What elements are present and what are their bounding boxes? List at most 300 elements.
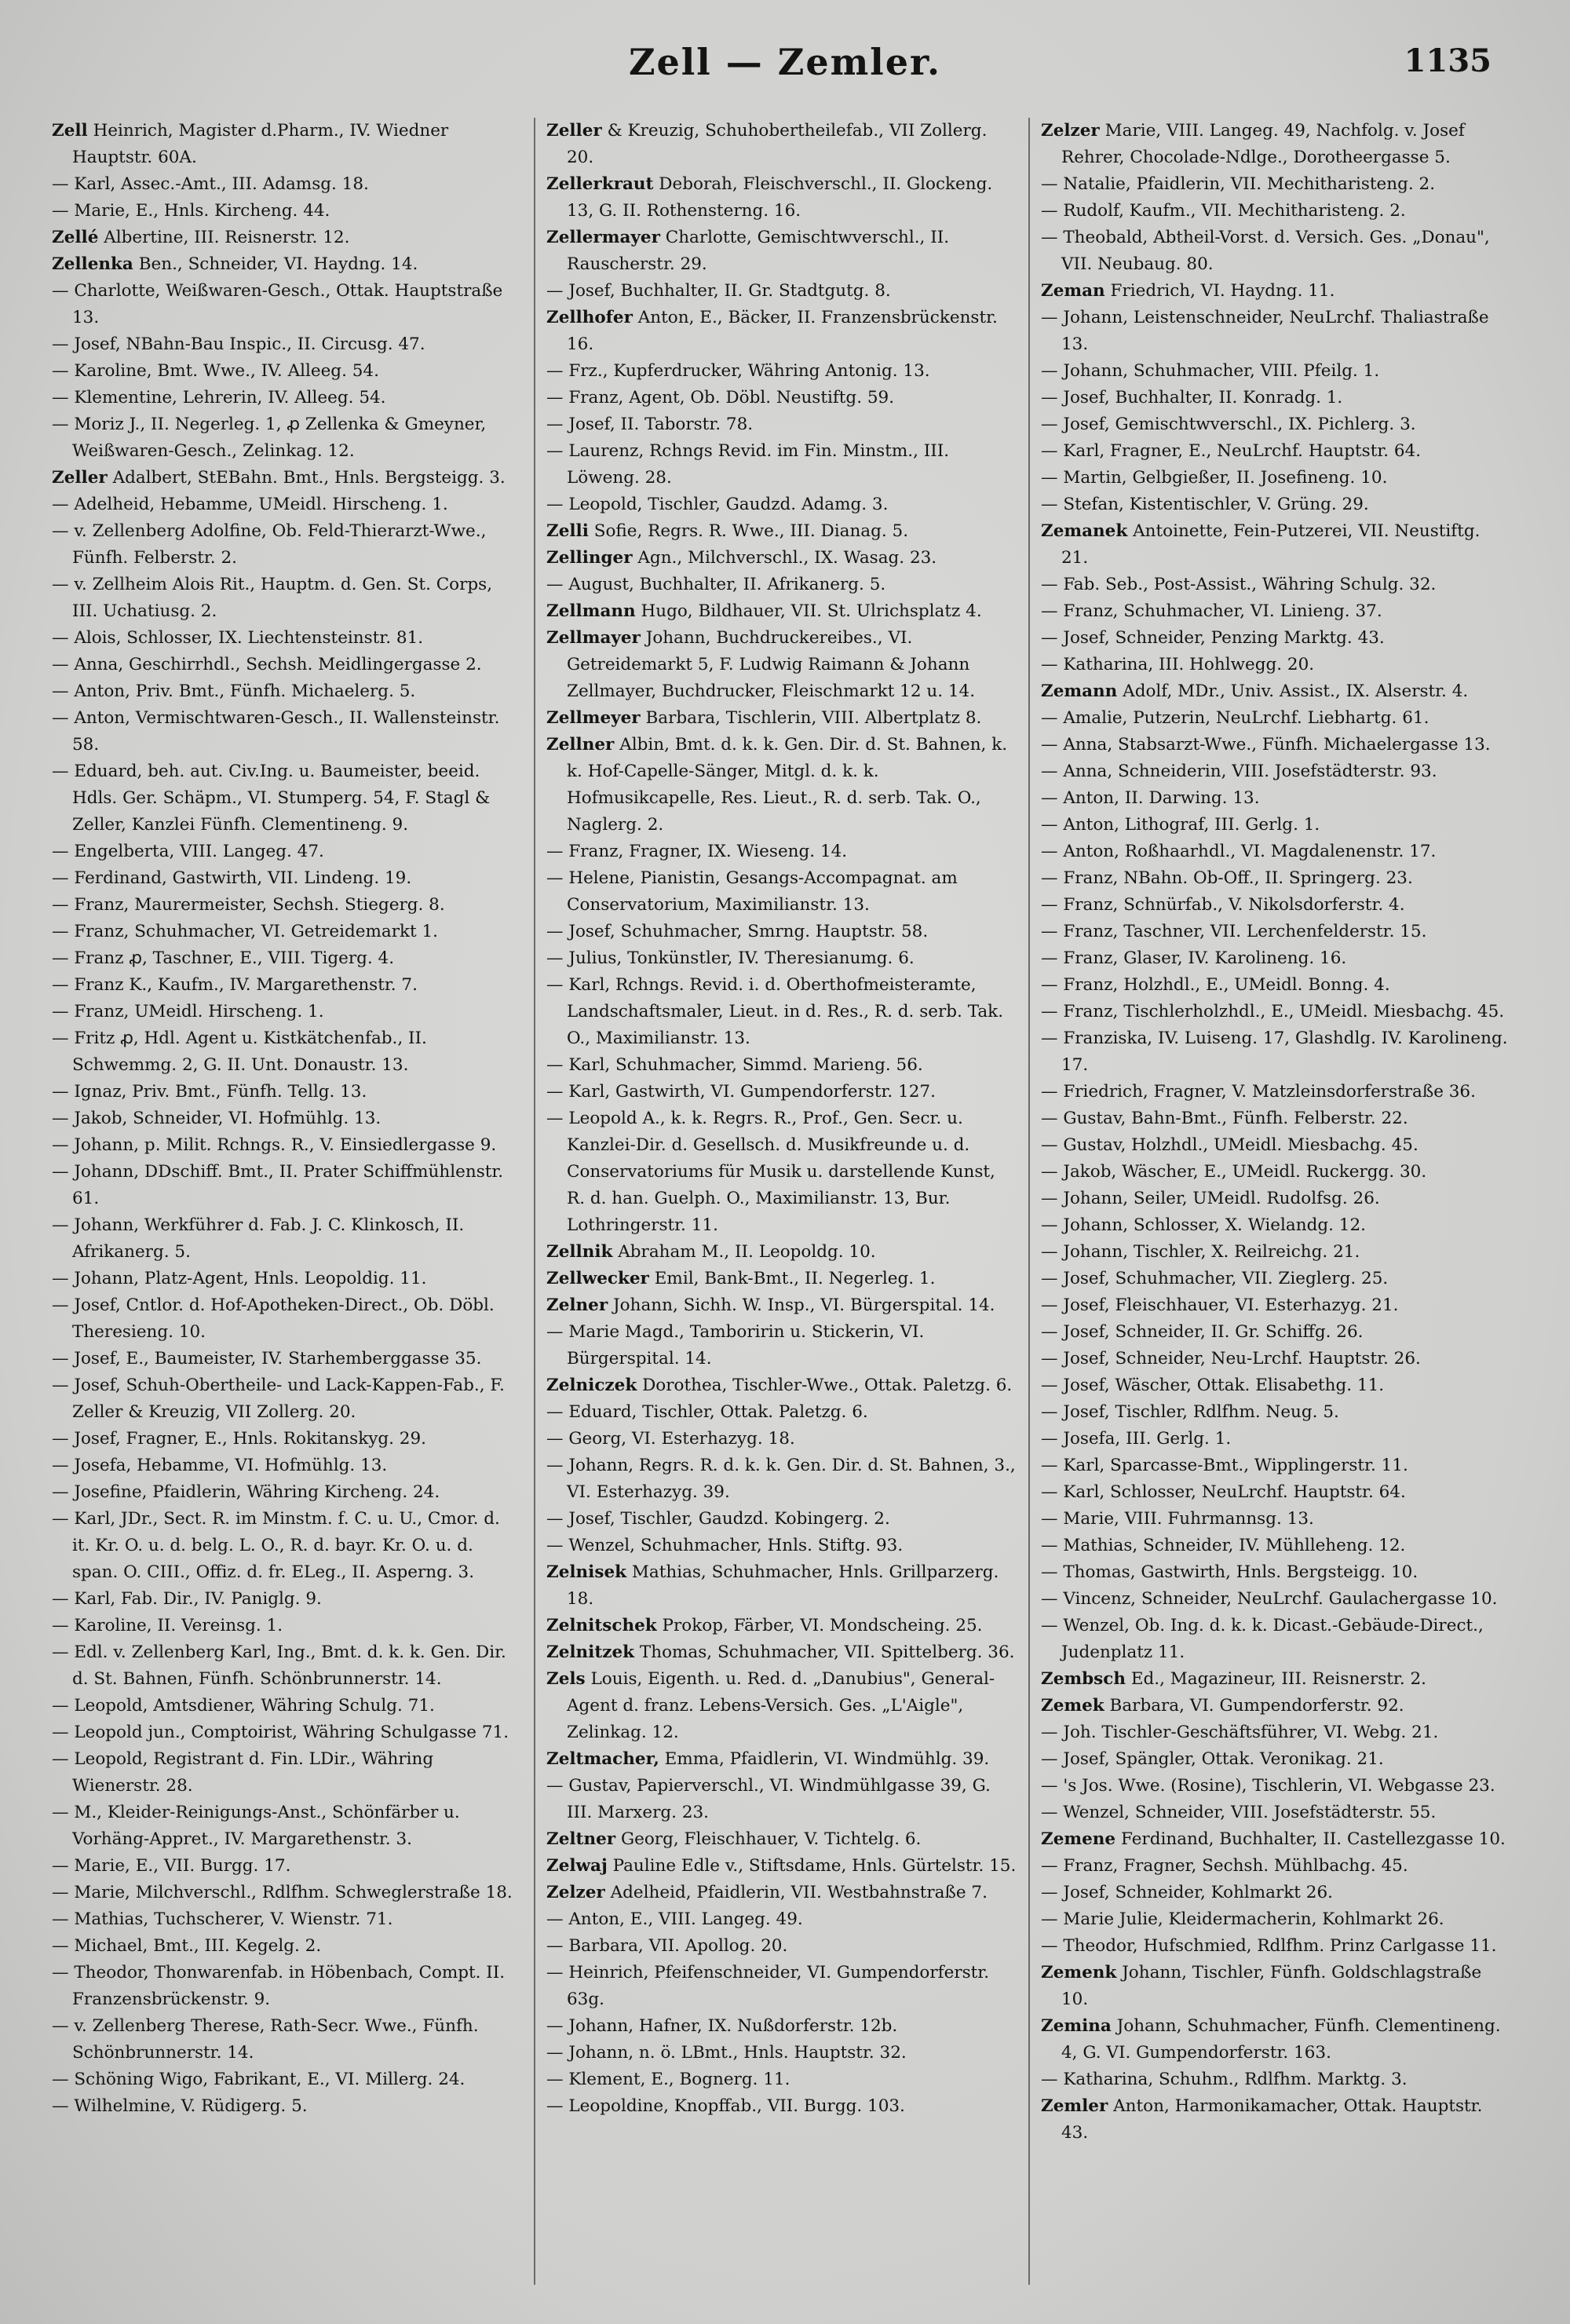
- entry-text: Johann, Tischler, Fünfh. Goldschlagstraße 10.: [1061, 1963, 1482, 2009]
- directory-entry: [52, 1880, 523, 1906]
- entry-text: — Johann, Regrs. R. d. k. k. Gen. Dir. d. St. Bahnen, 3., VI. Esterhazyg. 39.: [546, 1456, 1016, 1502]
- directory-entry: [1041, 1506, 1512, 1533]
- directory-entry: [546, 225, 1017, 278]
- directory-entry: [52, 892, 523, 919]
- entry-text: — Anton, E., VIII. Langeg. 49.: [546, 1909, 803, 1929]
- entry-text: Louis, Eigenth. u. Red. d. „Danubius", General-Agent d. franz. Lebens-Versich. Ges. „L'Aigle", Zelinkag. 12.: [567, 1669, 995, 1742]
- entry-text: — Franz, Fragner, Sechsh. Mühlbachg. 45.: [1041, 1856, 1408, 1876]
- directory-entry: [52, 331, 523, 358]
- directory-entry: [1041, 1479, 1512, 1506]
- entry-text: — August, Buchhalter, II. Afrikanerg. 5.: [546, 575, 886, 594]
- entry-text: — Karl, Schuhmacher, Simmd. Marieng. 56.: [546, 1055, 923, 1075]
- entry-text: — Karl, Schlosser, NeuLrchf. Hauptstr. 64.: [1041, 1482, 1406, 1502]
- directory-entry: [1041, 438, 1512, 465]
- entry-text: Sofie, Regrs. R. Wwe., III. Dianag. 5.: [593, 521, 909, 541]
- entry-surname: Zell: [52, 121, 88, 141]
- directory-entry: [546, 1826, 1017, 1853]
- directory-entry: [52, 1506, 523, 1586]
- entry-text: Thomas, Schuhmacher, VII. Spittelberg. 36.: [639, 1643, 1015, 1662]
- directory-entry: [1041, 1693, 1512, 1719]
- entry-text: Ferdinand, Buchhalter, II. Castellezgasse 10.: [1120, 1829, 1506, 1849]
- entry-text: — Anton, II. Darwing. 13.: [1041, 788, 1260, 808]
- entry-text: — Johann, Schuhmacher, VIII. Pfeilg. 1.: [1041, 361, 1380, 381]
- entry-text: — Wenzel, Schuhmacher, Hnls. Stiftg. 93.: [546, 1536, 904, 1555]
- entry-text: — Josef, Schuh-Obertheile- und Lack-Kappen-Fab., F. Zeller & Kreuzig, VII Zollerg. 20.: [52, 1376, 505, 1422]
- entry-text: Anton, E., Bäcker, II. Franzensbrückenstr. 16.: [567, 308, 998, 354]
- entry-surname: Zellerkraut: [546, 174, 654, 194]
- directory-entry: [1041, 839, 1512, 865]
- directory-entry: [1041, 1906, 1512, 1933]
- entry-text: — Alois, Schlosser, IX. Liechtensteinstr. 81.: [52, 628, 424, 648]
- entry-text: — v. Zellenberg Adolfine, Ob. Feld-Thierarzt-Wwe., Fünfh. Felberstr. 2.: [52, 521, 487, 568]
- entry-text: — Jakob, Wäscher, E., UMeidl. Ruckergg. 30.: [1041, 1162, 1427, 1182]
- entry-text: — Franz, Schnürfab., V. Nikolsdorferstr. 4.: [1041, 895, 1405, 915]
- entry-text: — Wenzel, Schneider, VIII. Josefstädterstr. 55.: [1041, 1803, 1437, 1822]
- directory-entry: [1041, 198, 1512, 225]
- entry-text: — Leopold, Registrant d. Fin. LDir., Währing Wienerstr. 28.: [52, 1749, 434, 1796]
- entry-text: — Klementine, Lehrerin, IV. Alleeg. 54.: [52, 388, 386, 407]
- directory-entry: [52, 1639, 523, 1693]
- directory-entry: [546, 1452, 1017, 1506]
- directory-entry: [1041, 999, 1512, 1025]
- directory-entry: [52, 758, 523, 839]
- entry-text: — Johann, Platz-Agent, Hnls. Leopoldig. 11.: [52, 1269, 427, 1288]
- directory-entry: [52, 1346, 523, 1372]
- entry-text: Agn., Milchverschl., IX. Wasag. 23.: [637, 548, 937, 568]
- directory-entry: [1041, 1186, 1512, 1212]
- entry-text: — Josef, Fleischhauer, VI. Esterhazyg. 21.: [1041, 1295, 1399, 1315]
- directory-entry: [546, 518, 1017, 545]
- directory-entry: [52, 491, 523, 518]
- entry-text: — Johann, p. Milit. Rchngs. R., V. Einsiedlergasse 9.: [52, 1135, 497, 1155]
- directory-entry: [52, 465, 523, 491]
- entry-text: — Laurenz, Rchngs Revid. im Fin. Minstm., III. Löweng. 28.: [546, 441, 950, 488]
- entry-text: — Stefan, Kistentischler, V. Grüng. 29.: [1041, 495, 1369, 514]
- directory-entry: [1041, 2066, 1512, 2093]
- directory-entry: [52, 1452, 523, 1479]
- entry-text: Prokop, Färber, VI. Mondscheing. 25.: [662, 1616, 983, 1635]
- entry-surname: Zels: [546, 1669, 586, 1689]
- entry-text: — Theodor, Thonwarenfab. in Höbenbach, Compt. II. Franzensbrückenstr. 9.: [52, 1963, 506, 2009]
- directory-entry: [546, 385, 1017, 411]
- entry-text: — Franz, Taschner, VII. Lerchenfelderstr. 15.: [1041, 922, 1427, 941]
- entry-text: — Ferdinand, Gastwirth, VII. Lindeng. 19.: [52, 868, 412, 888]
- entry-text: — Natalie, Pfaidlerin, VII. Mechitharisteng. 2.: [1041, 174, 1436, 194]
- entry-text: — Josef, Gemischtwverschl., IX. Pichlerg. 3.: [1041, 415, 1416, 434]
- entry-text: — Moriz J., II. Negerleg. 1, ꝓ Zellenka & Gmeyner, Weißwaren-Gesch., Zelinkag. 12.: [52, 415, 487, 461]
- directory-entry: [52, 1613, 523, 1639]
- directory-entry: [52, 1266, 523, 1292]
- entry-text: — Johann, Hafner, IX. Nußdorferstr. 12b.: [546, 2016, 898, 2036]
- entry-text: — Karl, JDr., Sect. R. im Minstm. f. C. u. U., Cmor. d. it. Kr. O. u. d. belg. L. O., R. d. bayr. Kr. O. u. d. span. O. CIII., Offiz. d. fr. ELeg., II. Asperng. 3.: [52, 1509, 500, 1582]
- directory-entry: [546, 1239, 1017, 1266]
- directory-entry: [546, 1773, 1017, 1826]
- directory-entry: [546, 919, 1017, 945]
- entry-text: — Josef, NBahn-Bau Inspic., II. Circusg. 47.: [52, 334, 425, 354]
- directory-entry: [52, 1212, 523, 1266]
- directory-entry: [546, 278, 1017, 305]
- directory-entry: [1041, 1773, 1512, 1800]
- entry-text: — Josef, Schneider, II. Gr. Schiffg. 26.: [1041, 1322, 1364, 1342]
- directory-entry: [1041, 1452, 1512, 1479]
- entry-text: — Theobald, Abtheil-Vorst. d. Versich. Ges. „Donau", VII. Neubaug. 80.: [1041, 228, 1490, 274]
- entry-surname: Zellermayer: [546, 228, 660, 247]
- entry-surname: Zembsch: [1041, 1669, 1126, 1689]
- directory-entry: [546, 438, 1017, 491]
- directory-entry: [1041, 225, 1512, 278]
- entry-text: — Johann, Seiler, UMeidl. Rudolfsg. 26.: [1041, 1189, 1380, 1208]
- directory-entry: [546, 358, 1017, 385]
- entry-text: — M., Kleider-Reinigungs-Anst., Schönfärber u. Vorhäng-Appret., IV. Margarethenstr. 3.: [52, 1803, 460, 1849]
- directory-entry: [546, 1906, 1017, 1933]
- directory-entry: [546, 305, 1017, 358]
- directory-entry: [546, 1666, 1017, 1746]
- directory-entry: [1041, 491, 1512, 518]
- directory-entry: [52, 1292, 523, 1346]
- entry-text: — Karl, Fragner, E., NeuLrchf. Hauptstr. 64.: [1041, 441, 1422, 461]
- directory-entry: [546, 1933, 1017, 1960]
- entry-text: — Anna, Schneiderin, VIII. Josefstädterstr. 93.: [1041, 762, 1437, 781]
- entry-text: Albin, Bmt. d. k. k. Gen. Dir. d. St. Bahnen, k. k. Hof-Capelle-Sänger, Mitgl. d. k. k. Hofmusikcapelle, Res. Lieut., R. d. serb. Tak. O., Naglerg. 2.: [567, 735, 1008, 835]
- directory-entry: [1041, 1666, 1512, 1693]
- directory-entry: [52, 678, 523, 705]
- entry-text: — Karoline, II. Vereinsg. 1.: [52, 1616, 283, 1635]
- entry-text: — Johann, Werkführer d. Fab. J. C. Klinkosch, II. Afrikanerg. 5.: [52, 1215, 465, 1262]
- directory-entry: [1041, 972, 1512, 999]
- entry-text: Johann, Buchdruckereibes., VI. Getreidemarkt 5, F. Ludwig Raimann & Johann Zellmayer, Buchdrucker, Fleischmarkt 12 u. 14.: [567, 628, 976, 701]
- entry-text: — Marie Julie, Kleidermacherin, Kohlmarkt 26.: [1041, 1909, 1444, 1929]
- directory-entry: [1041, 2093, 1512, 2147]
- entry-text: — Leopold jun., Comptoirist, Währing Schulgasse 71.: [52, 1723, 509, 1742]
- entry-text: — Leopold, Amtsdiener, Währing Schulg. 71.: [52, 1696, 435, 1716]
- entry-surname: Zeller: [52, 468, 108, 488]
- page-number: 1135: [1404, 42, 1492, 79]
- entry-text: — Franz, NBahn. Ob-Off., II. Springerg. 23.: [1041, 868, 1413, 888]
- entry-surname: Zelwaj: [546, 1856, 608, 1876]
- column-left: [47, 118, 534, 2285]
- entry-text: & Kreuzig, Schuhobertheilefab., VII Zollerg. 20.: [567, 121, 988, 167]
- entry-text: — Thomas, Gastwirth, Hnls. Bergsteigg. 10.: [1041, 1562, 1418, 1582]
- entry-surname: Zellenka: [52, 254, 133, 274]
- directory-entry: [1041, 1960, 1512, 2013]
- entry-text: Adolf, MDr., Univ. Assist., IX. Alserstr. 4.: [1123, 681, 1469, 701]
- directory-entry: [546, 2013, 1017, 2040]
- entry-text: Anton, Harmonikamacher, Ottak. Hauptstr. 43.: [1061, 2096, 1483, 2143]
- entry-text: Abraham M., II. Leopoldg. 10.: [618, 1242, 876, 1262]
- entry-surname: Zellmayer: [546, 628, 641, 648]
- entry-surname: Zemann: [1041, 681, 1118, 701]
- entry-text: — Anton, Roßhaarhdl., VI. Magdalenenstr. 17.: [1041, 842, 1437, 861]
- entry-text: — Rudolf, Kaufm., VII. Mechitharisteng. 2.: [1041, 201, 1406, 221]
- entry-text: — Katharina, III. Hohlwegg. 20.: [1041, 655, 1315, 674]
- directory-entry: [52, 225, 523, 251]
- directory-entry: [1041, 305, 1512, 358]
- entry-text: — Eduard, beh. aut. Civ.Ing. u. Baumeister, beeid. Hdls. Ger. Schäpm., VI. Stumperg. 54, F. Stagl & Zeller, Kanzlei Fünfh. Clementineng. 9.: [52, 762, 491, 835]
- entry-text: — Anton, Lithograf, III. Gerlg. 1.: [1041, 815, 1320, 835]
- directory-entry: [52, 652, 523, 678]
- directory-entry: [546, 1052, 1017, 1079]
- directory-entry: [546, 411, 1017, 438]
- entry-text: — Johann, Tischler, X. Reilreichg. 21.: [1041, 1242, 1360, 1262]
- entry-text: — Josef, Buchhalter, II. Konradg. 1.: [1041, 388, 1343, 407]
- entry-surname: Zelnitschek: [546, 1616, 657, 1635]
- entry-text: — Anton, Priv. Bmt., Fünfh. Michaelerg. 5.: [52, 681, 416, 701]
- directory-entry: [52, 1372, 523, 1426]
- entry-text: — Josef, Schuhmacher, Smrng. Hauptstr. 58.: [546, 922, 929, 941]
- directory-entry: [52, 919, 523, 945]
- entry-text: — Franz, Tischlerholzhdl., E., UMeidl. Miesbachg. 45.: [1041, 1002, 1505, 1021]
- entry-text: — Edl. v. Zellenberg Karl, Ing., Bmt. d. k. k. Gen. Dir. d. St. Bahnen, Fünfh. Schönbrunnerstr. 14.: [52, 1643, 506, 1689]
- entry-text: Marie, VIII. Langeg. 49, Nachfolg. v. Josef Rehrer, Chocolade-Ndlge., Dorotheergasse 5.: [1061, 121, 1465, 167]
- entry-text: — Franz, UMeidl. Hirscheng. 1.: [52, 1002, 324, 1021]
- directory-entry: [1041, 892, 1512, 919]
- directory-entry: [546, 839, 1017, 865]
- entry-text: — Johann, n. ö. LBmt., Hnls. Hauptstr. 32.: [546, 2043, 907, 2063]
- directory-entry: [52, 1693, 523, 1719]
- column-middle: [534, 118, 1028, 2285]
- entry-text: Georg, Fleischhauer, V. Tichtelg. 6.: [620, 1829, 922, 1849]
- directory-entry: [546, 732, 1017, 839]
- entry-text: — Josef, E., Baumeister, IV. Starhemberggasse 35.: [52, 1349, 482, 1368]
- directory-entry: [52, 1853, 523, 1880]
- directory-entry: [52, 198, 523, 225]
- directory-entry: [52, 1906, 523, 1933]
- entry-text: — Heinrich, Pfeifenschneider, VI. Gumpendorferstr. 63g.: [546, 1963, 990, 2009]
- directory-entry: [1041, 1800, 1512, 1826]
- entry-text: — Anna, Stabsarzt-Wwe., Fünfh. Michaelergasse 13.: [1041, 735, 1491, 755]
- directory-entry: [52, 945, 523, 972]
- directory-entry: [1041, 1079, 1512, 1105]
- entry-surname: Zellhofer: [546, 308, 633, 327]
- entry-text: Mathias, Schuhmacher, Hnls. Grillparzerg. 18.: [567, 1562, 999, 1609]
- entry-surname: Zellinger: [546, 548, 633, 568]
- directory-entry: [1041, 1319, 1512, 1346]
- directory-entry: [52, 2066, 523, 2093]
- directory-entry: [52, 118, 523, 171]
- directory-entry: [1041, 598, 1512, 625]
- directory-entry: [546, 945, 1017, 972]
- entry-text: — Georg, VI. Esterhazyg. 18.: [546, 1429, 795, 1449]
- entry-text: — Joh. Tischler-Geschäftsführer, VI. Webg. 21.: [1041, 1723, 1439, 1742]
- directory-entry: [52, 1746, 523, 1800]
- directory-entry: [1041, 278, 1512, 305]
- entry-text: — Josef, Tischler, Rdlfhm. Neug. 5.: [1041, 1402, 1339, 1422]
- directory-entry: [52, 1960, 523, 2013]
- directory-entry: [546, 598, 1017, 625]
- directory-entry: [546, 1746, 1017, 1773]
- directory-entry: [546, 972, 1017, 1052]
- entry-text: — Marie, E., VII. Burgg. 17.: [52, 1856, 291, 1876]
- entry-text: — Franz K., Kaufm., IV. Margarethenstr. 7.: [52, 975, 418, 995]
- entry-text: — Franziska, IV. Luiseng. 17, Glashdlg. IV. Karolineng. 17.: [1041, 1029, 1508, 1075]
- directory-entry: [1041, 625, 1512, 652]
- directory-entry: [546, 1960, 1017, 2013]
- entry-text: — Marie, Milchverschl., Rdlfhm. Schweglerstraße 18.: [52, 1883, 513, 1902]
- directory-entry: [52, 278, 523, 331]
- directory-entry: [1041, 518, 1512, 572]
- entry-text: — Jakob, Schneider, VI. Hofmühlg. 13.: [52, 1109, 382, 1128]
- entry-surname: Zelnitzek: [546, 1643, 635, 1662]
- directory-entry: [1041, 171, 1512, 198]
- entry-text: Deborah, Fleischverschl., II. Glockeng. 13, G. II. Rothensterng. 16.: [567, 174, 993, 221]
- directory-entry: [1041, 945, 1512, 972]
- directory-entry: [546, 865, 1017, 919]
- entry-text: — Helene, Pianistin, Gesangs-Accompagnat. am Conservatorium, Maximilianstr. 13.: [546, 868, 958, 915]
- entry-text: — 's Jos. Wwe. (Rosine), Tischlerin, VI. Webgasse 23.: [1041, 1776, 1495, 1796]
- entry-text: — Karl, Fab. Dir., IV. Paniglg. 9.: [52, 1589, 322, 1609]
- directory-entry: [1041, 1880, 1512, 1906]
- directory-entry: [1041, 1346, 1512, 1372]
- entry-text: — Karl, Assec.-Amt., III. Adamsg. 18.: [52, 174, 369, 194]
- entry-text: Johann, Schuhmacher, Fünfh. Clementineng. 4, G. VI. Gumpendorferstr. 163.: [1061, 2016, 1501, 2063]
- directory-entry: [1041, 1933, 1512, 1960]
- directory-entry: [546, 1533, 1017, 1559]
- entry-text: Albertine, III. Reisnerstr. 12.: [104, 228, 350, 247]
- entry-text: — Leopold A., k. k. Regrs. R., Prof., Gen. Secr. u. Kanzlei-Dir. d. Gesellsch. d. Musikfreunde u. d. Conservatoriums für Musik u. darstellende Kunst, R. d. han. Guelph. O., Maximilianstr. 13, Bur. Lothringerstr. 11.: [546, 1109, 995, 1235]
- directory-entry: [546, 2066, 1017, 2093]
- entry-text: — Wilhelmine, V. Rüdigerg. 5.: [52, 2096, 308, 2116]
- entry-text: — Barbara, VII. Apollog. 20.: [546, 1936, 788, 1956]
- entry-text: — Josef, Schneider, Neu-Lrchf. Hauptstr. 26.: [1041, 1349, 1421, 1368]
- directory-entry: [52, 251, 523, 278]
- entry-text: — Josef, Schneider, Kohlmarkt 26.: [1041, 1883, 1333, 1902]
- entry-text: — Martin, Gelbgießer, II. Josefineng. 10.: [1041, 468, 1388, 488]
- column-right: [1028, 118, 1523, 2285]
- directory-entry: [1041, 1159, 1512, 1186]
- entry-surname: Zellé: [52, 228, 99, 247]
- directory-entry: [546, 491, 1017, 518]
- directory-entry: [546, 1880, 1017, 1906]
- entry-text: Ed., Magazineur, III. Reisnerstr. 2.: [1130, 1669, 1426, 1689]
- entry-text: Charlotte, Gemischtwverschl., II. Rauscherstr. 29.: [567, 228, 950, 274]
- directory-entry: [52, 1933, 523, 1960]
- entry-text: Friedrich, VI. Haydng. 11.: [1110, 281, 1335, 301]
- entry-text: — Michael, Bmt., III. Kegelg. 2.: [52, 1936, 322, 1956]
- directory-entry: [1041, 1613, 1512, 1666]
- directory-entry: [52, 1800, 523, 1853]
- directory-entry: [546, 2040, 1017, 2066]
- entry-text: Hugo, Bildhauer, VII. St. Ulrichsplatz 4.: [641, 601, 982, 621]
- directory-entry: [546, 2093, 1017, 2120]
- entry-text: — v. Zellenberg Therese, Rath-Secr. Wwe., Fünfh. Schönbrunnerstr. 14.: [52, 2016, 479, 2063]
- directory-entry: [1041, 1212, 1512, 1239]
- directory-entry: [52, 1479, 523, 1506]
- directory-entry: [546, 625, 1017, 705]
- directory-entry: [52, 705, 523, 758]
- directory-entry: [52, 865, 523, 892]
- entry-text: — Marie, VIII. Fuhrmannsg. 13.: [1041, 1509, 1314, 1529]
- entry-text: — Franz, Schuhmacher, VI. Linieng. 37.: [1041, 601, 1382, 621]
- directory-entry: [546, 1266, 1017, 1292]
- directory-entry: [1041, 1826, 1512, 1853]
- entry-surname: Zemanek: [1041, 521, 1128, 541]
- directory-entry: [546, 705, 1017, 732]
- entry-surname: Zelner: [546, 1295, 608, 1315]
- entry-text: — Josef, Cntlor. d. Hof-Apotheken-Direct., Ob. Döbl. Theresieng. 10.: [52, 1295, 495, 1342]
- directory-entry: [546, 1399, 1017, 1426]
- entry-text: — Klement, E., Bognerg. 11.: [546, 2070, 790, 2089]
- entry-text: — v. Zellheim Alois Rit., Hauptm. d. Gen. St. Corps, III. Uchatiusg. 2.: [52, 575, 493, 621]
- directory-entry: [1041, 732, 1512, 758]
- entry-text: — Josefine, Pfaidlerin, Währing Kircheng. 24.: [52, 1482, 440, 1502]
- directory-entry: [52, 1426, 523, 1452]
- entry-text: — Leopold, Tischler, Gaudzd. Adamg. 3.: [546, 495, 889, 514]
- directory-columns: [47, 118, 1523, 2285]
- directory-entry: [1041, 1533, 1512, 1559]
- entry-surname: Zeltmacher,: [546, 1749, 659, 1769]
- directory-entry: [546, 1426, 1017, 1452]
- entry-text: Pauline Edle v., Stiftsdame, Hnls. Gürtelstr. 15.: [612, 1856, 1017, 1876]
- entry-text: Dorothea, Tischler-Wwe., Ottak. Paletzg. 6.: [642, 1376, 1013, 1395]
- entry-text: — Gustav, Bahn-Bmt., Fünfh. Felberstr. 22.: [1041, 1109, 1408, 1128]
- directory-entry: [546, 1105, 1017, 1239]
- directory-entry: [1041, 1719, 1512, 1746]
- directory-entry: [546, 1372, 1017, 1399]
- entry-surname: Zellmeyer: [546, 708, 641, 728]
- entry-text: Adelheid, Pfaidlerin, VII. Westbahnstraße 7.: [610, 1883, 988, 1902]
- directory-entry: [1041, 1372, 1512, 1399]
- entry-text: Adalbert, StEBahn. Bmt., Hnls. Bergsteigg. 3.: [112, 468, 506, 488]
- entry-text: — Karl, Gastwirth, VI. Gumpendorferstr. 127.: [546, 1082, 936, 1102]
- entry-text: — Josef, Tischler, Gaudzd. Kobingerg. 2.: [546, 1509, 890, 1529]
- directory-entry: [546, 1639, 1017, 1666]
- directory-entry: [1041, 1105, 1512, 1132]
- entry-surname: Zemenk: [1041, 1963, 1117, 1982]
- directory-entry: [52, 999, 523, 1025]
- entry-text: — Ignaz, Priv. Bmt., Fünfh. Tellg. 13.: [52, 1082, 367, 1102]
- entry-surname: Zemene: [1041, 1829, 1116, 1849]
- entry-text: Ben., Schneider, VI. Haydng. 14.: [138, 254, 418, 274]
- entry-text: Emma, Pfaidlerin, VI. Windmühlg. 39.: [664, 1749, 990, 1769]
- directory-entry: [546, 1319, 1017, 1372]
- directory-entry: [52, 1159, 523, 1212]
- directory-entry: [1041, 1853, 1512, 1880]
- entry-text: — Schöning Wigo, Fabrikant, E., VI. Millerg. 24.: [52, 2070, 466, 2089]
- directory-entry: [1041, 1239, 1512, 1266]
- entry-text: — Charlotte, Weißwaren-Gesch., Ottak. Hauptstraße 13.: [52, 281, 503, 327]
- entry-text: — Josef, Wäscher, Ottak. Elisabethg. 11.: [1041, 1376, 1385, 1395]
- entry-text: — Josefa, III. Gerlg. 1.: [1041, 1429, 1232, 1449]
- entry-text: Johann, Sichh. W. Insp., VI. Bürgerspital. 14.: [613, 1295, 995, 1315]
- entry-text: — Gustav, Papierverschl., VI. Windmühlgasse 39, G. III. Marxerg. 23.: [546, 1776, 991, 1822]
- entry-surname: Zeltner: [546, 1829, 616, 1849]
- directory-entry: [1041, 785, 1512, 812]
- directory-entry: [52, 972, 523, 999]
- entry-text: Emil, Bank-Bmt., II. Negerleg. 1.: [654, 1269, 936, 1288]
- directory-entry: [1041, 572, 1512, 598]
- entry-text: — Josef, II. Taborstr. 78.: [546, 415, 754, 434]
- entry-text: — Karl, Rchngs. Revid. i. d. Oberthofmeisteramte, Landschaftsmaler, Lieut. in d. Res., R. d. serb. Tak. O., Maximilianstr. 13.: [546, 975, 1004, 1048]
- directory-entry: [546, 1559, 1017, 1613]
- directory-entry: [1041, 758, 1512, 785]
- entry-text: — Franz, Maurermeister, Sechsh. Stiegerg. 8.: [52, 895, 445, 915]
- directory-entry: [1041, 465, 1512, 491]
- entry-text: — Adelheid, Hebamme, UMeidl. Hirscheng. 1.: [52, 495, 448, 514]
- directory-entry: [1041, 812, 1512, 839]
- entry-text: Barbara, Tischlerin, VIII. Albertplatz 8.: [645, 708, 982, 728]
- entry-text: — Karoline, Bmt. Wwe., IV. Alleeg. 54.: [52, 361, 379, 381]
- directory-entry: [52, 2093, 523, 2120]
- entry-surname: Zellner: [546, 735, 615, 755]
- entry-text: — Franz, Schuhmacher, VI. Getreidemarkt 1.: [52, 922, 438, 941]
- directory-entry: [52, 1079, 523, 1105]
- entry-surname: Zelli: [546, 521, 589, 541]
- entry-text: — Anton, Vermischtwaren-Gesch., II. Wallensteinstr. 58.: [52, 708, 500, 755]
- directory-entry: [1041, 1586, 1512, 1613]
- entry-text: — Amalie, Putzerin, NeuLrchf. Liebhartg. 61.: [1041, 708, 1429, 728]
- directory-entry: [546, 545, 1017, 572]
- directory-entry: [1041, 1292, 1512, 1319]
